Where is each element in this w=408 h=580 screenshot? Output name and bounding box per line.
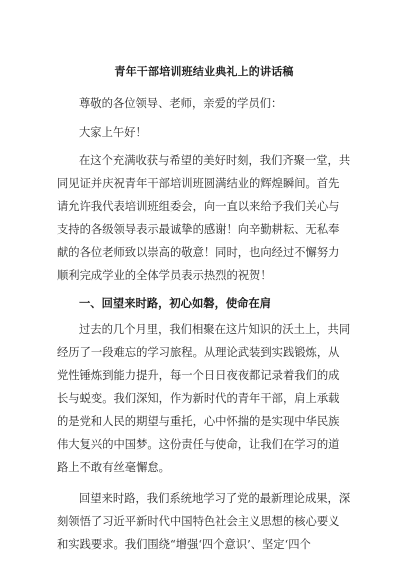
paragraph-3-line-3: 和实践要求。我们围绕“增强‘四个意识’、坚定‘四个	[57, 538, 311, 551]
greeting: 大家上午好！	[79, 126, 147, 139]
salutation: 尊敬的各位领导、老师，亲爱的学员们：	[79, 97, 283, 110]
paragraph-1-line-2: 同见证并庆祝青年干部培训班圆满结业的辉煌瞬间。首先	[57, 177, 340, 190]
paragraph-2-line-7: 路上不敢有丝毫懈怠。	[57, 461, 170, 474]
page-title: 青年干部培训班结业典礼上的讲话稿	[114, 65, 294, 78]
paragraph-2-line-1: 过去的几个月里，我们相聚在这片知识的沃土上，共同	[79, 323, 351, 336]
paragraph-2-line-6: 伟大复兴的中国梦。这份责任与使命，让我们在学习的道	[57, 438, 340, 451]
paragraph-3-line-1: 回望来时路，我们系统地学习了党的最新理论成果，深	[79, 492, 351, 505]
paragraph-1-line-5: 献的各位老师致以崇高的敬意！同时，也向经过不懈努力	[57, 246, 340, 259]
paragraph-1-line-1: 在这个充满收获与希望的美好时刻，我们齐聚一堂，共	[79, 154, 351, 167]
paragraph-2-line-4: 长与蜕变。我们深知，作为新时代的青年干部，肩上承载	[57, 392, 340, 405]
paragraph-3-line-2: 刻领悟了习近平新时代中国特色社会主义思想的核心要义	[57, 515, 340, 528]
paragraph-2-line-5: 的是党和人民的期望与重托，心中怀揣的是实现中华民族	[57, 415, 340, 428]
paragraph-2-line-3: 党性锤炼到能力提升，每一个日日夜夜都记录着我们的成	[57, 369, 340, 382]
paragraph-2-line-2: 经历了一段难忘的学习旅程。从理论武装到实践锻炼，从	[57, 346, 340, 359]
paragraph-1-line-3: 请允许我代表培训班组委会，向一直以来给予我们关心与	[57, 200, 340, 213]
paragraph-1-line-6: 顺利完成学业的全体学员表示热烈的祝贺！	[57, 269, 272, 282]
section-heading: 一、回望来时路，初心如磐，使命在肩	[79, 296, 272, 310]
paragraph-1-line-4: 支持的各级领导表示最诚挚的感谢！向辛勤耕耘、无私奉	[57, 223, 340, 236]
